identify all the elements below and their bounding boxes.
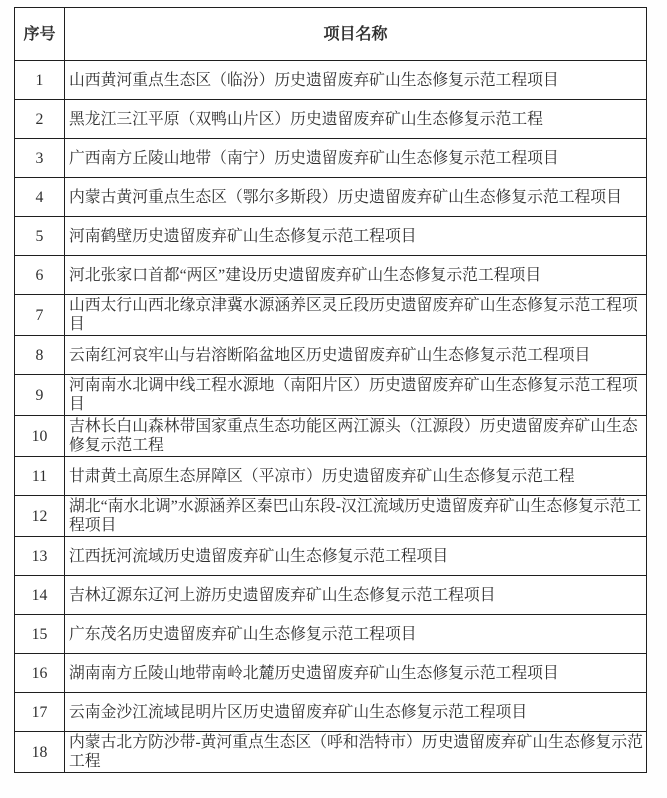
table-row [15, 217, 647, 256]
table-row [15, 336, 647, 375]
project-name-cell: 江西抚河流域历史遗留废弃矿山生态修复示范工程项目 [65, 537, 647, 576]
table-row [15, 256, 647, 295]
row-number-cell: 4 [15, 178, 65, 217]
table-row [15, 496, 647, 537]
project-name-cell: 吉林辽源东辽河上游历史遗留废弃矿山生态修复示范工程项目 [65, 576, 647, 615]
table-row [15, 615, 647, 654]
project-name-cell: 山西太行山西北缘京津冀水源涵养区灵丘段历史遗留废弃矿山生态修复示范工程项目 [65, 295, 647, 336]
table-row [15, 537, 647, 576]
table-row [15, 654, 647, 693]
row-number-cell: 18 [15, 732, 65, 773]
project-name-cell: 内蒙古黄河重点生态区（鄂尔多斯段）历史遗留废弃矿山生态修复示范工程项目 [65, 178, 647, 217]
project-name-cell: 广西南方丘陵山地带（南宁）历史遗留废弃矿山生态修复示范工程项目 [65, 139, 647, 178]
project-table [14, 7, 647, 773]
project-name-cell: 河北张家口首都“两区”建设历史遗留废弃矿山生态修复示范工程项目 [65, 256, 647, 295]
table-row [15, 732, 647, 773]
row-number-cell: 7 [15, 295, 65, 336]
row-number-cell: 6 [15, 256, 65, 295]
table-row [15, 139, 647, 178]
row-number-cell: 5 [15, 217, 65, 256]
row-number-cell: 12 [15, 496, 65, 537]
row-number-cell: 8 [15, 336, 65, 375]
project-name-cell: 云南金沙江流域昆明片区历史遗留废弃矿山生态修复示范工程项目 [65, 693, 647, 732]
project-name-cell: 云南红河哀牢山与岩溶断陷盆地区历史遗留废弃矿山生态修复示范工程项目 [65, 336, 647, 375]
table-row [15, 295, 647, 336]
table-row [15, 375, 647, 416]
project-name-cell: 河南鹤壁历史遗留废弃矿山生态修复示范工程项目 [65, 217, 647, 256]
project-name-cell: 湖北“南水北调”水源涵养区秦巴山东段-汉江流域历史遗留废弃矿山生态修复示范工程项目 [65, 496, 647, 537]
row-number-cell: 2 [15, 100, 65, 139]
header-project-name: 项目名称 [65, 8, 647, 61]
project-name-cell: 河南南水北调中线工程水源地（南阳片区）历史遗留废弃矿山生态修复示范工程项目 [65, 375, 647, 416]
project-name-cell: 山西黄河重点生态区（临汾）历史遗留废弃矿山生态修复示范工程项目 [65, 61, 647, 100]
row-number-cell: 16 [15, 654, 65, 693]
project-name-cell: 黑龙江三江平原（双鸭山片区）历史遗留废弃矿山生态修复示范工程 [65, 100, 647, 139]
header-serial-number: 序号 [15, 8, 65, 61]
table-row [15, 100, 647, 139]
row-number-cell: 15 [15, 615, 65, 654]
table-header-row [15, 8, 647, 61]
row-number-cell: 17 [15, 693, 65, 732]
row-number-cell: 9 [15, 375, 65, 416]
row-number-cell: 10 [15, 416, 65, 457]
table-row [15, 576, 647, 615]
row-number-cell: 13 [15, 537, 65, 576]
project-name-cell: 甘肃黄土高原生态屏障区（平凉市）历史遗留废弃矿山生态修复示范工程 [65, 457, 647, 496]
project-name-cell: 吉林长白山森林带国家重点生态功能区两江源头（江源段）历史遗留废弃矿山生态修复示范工程 [65, 416, 647, 457]
project-name-cell: 广东茂名历史遗留废弃矿山生态修复示范工程项目 [65, 615, 647, 654]
project-name-cell: 内蒙古北方防沙带-黄河重点生态区（呼和浩特市）历史遗留废弃矿山生态修复示范工程 [65, 732, 647, 773]
row-number-cell: 14 [15, 576, 65, 615]
row-number-cell: 11 [15, 457, 65, 496]
row-number-cell: 1 [15, 61, 65, 100]
table-row [15, 61, 647, 100]
table-row [15, 693, 647, 732]
table-row [15, 416, 647, 457]
table-row [15, 457, 647, 496]
row-number-cell: 3 [15, 139, 65, 178]
project-name-cell: 湖南南方丘陵山地带南岭北麓历史遗留废弃矿山生态修复示范工程项目 [65, 654, 647, 693]
table-row [15, 178, 647, 217]
